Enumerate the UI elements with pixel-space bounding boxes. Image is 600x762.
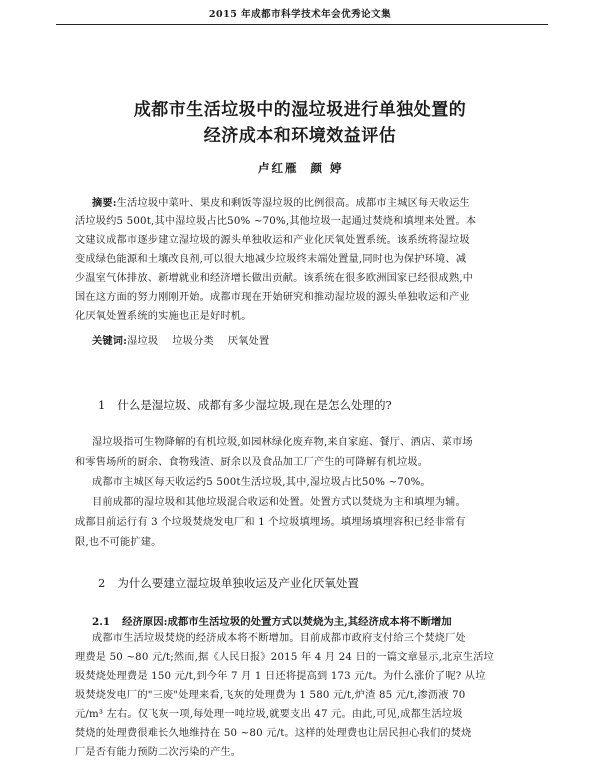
paragraph-line: 圾焚烧处理费是 150 元/t,到今年 7 月 1 日还将提高到 173 元/t。为什么涨价了呢? 从垃 [75, 671, 486, 682]
paragraph-line: 焚烧的处理费很难长久地维持在 50 ~80 元/t。这样的处理费也让居民担心我们的焚烧 [75, 728, 472, 739]
subsection-2-1-heading: 2.1 经济原因:成都市生活垃圾的处置方式以焚烧为主,其经济成本将不断增加 [92, 616, 452, 628]
paragraph-line: 湿垃圾指可生物降解的有机垃圾,如园林绿化废弃物,来自家庭、餐厅、酒店、菜市场 [92, 437, 473, 448]
paragraph-line: 限,也不可能扩建。 [75, 537, 162, 548]
abstract-line: 少温室气体排放、新增就业和经济增长做出贡献。该系统在很多欧洲国家已经很成熟,中 [75, 273, 474, 284]
keyword: 厌氧处置 [227, 336, 270, 347]
paragraph-line: 成都市生活垃圾焚烧的经济成本将不断增加。目前成都市政府支付给三个焚烧厂处 [92, 633, 466, 644]
paragraph-line: 成都市主城区每天收运约5 500t生活垃圾,其中,湿垃圾占比50% ~70%。 [92, 477, 431, 488]
abstract-line: 活垃圾约5 500t,其中湿垃圾占比50% ~70%,其他垃圾一起通过焚烧和填埋来处置。本 [75, 216, 477, 227]
paragraph-line: 目前成都的湿垃圾和其他垃圾混合收运和处置。处置方式以焚烧为主和填埋为辅。 [92, 497, 466, 508]
keyword: 垃圾分类 [172, 336, 214, 347]
author-2: 颜 婷 [310, 161, 344, 175]
paragraph-line: 元/m³ 左右。仅飞灰一项,每处理一吨垃圾,就要支出 47 元。由此,可见,成都生活垃圾 [75, 709, 463, 720]
section-1-heading: 1 什么是湿垃圾、成都有多少湿垃圾,现在是怎么处理的? [98, 398, 392, 412]
keyword: 湿垃圾 [127, 336, 159, 347]
title-line-1: 成都市生活垃圾中的湿垃圾进行单独处置的 [133, 100, 467, 120]
paragraph-line: 圾焚烧发电厂的"三废"处理来看,飞灰的处理费为 1 580 元/t,炉渣 85 元/t,渗沥液 70 [75, 690, 466, 701]
keywords-label: 关键词: [92, 335, 128, 347]
running-header: 2015 年成都市科学技术年会优秀论文集 [208, 9, 392, 20]
abstract-label: 摘要: [92, 197, 117, 209]
keywords [92, 334, 283, 349]
abstract-line: 国在这方面的努力刚刚开始。成都市现在开始研究和推动湿垃圾的源头单独收运和产业 [75, 292, 470, 303]
section-2-heading: 2 为什么要建立湿垃圾单独收运及产业化厌氧处置 [98, 576, 359, 590]
abstract-line: 摘要:生活垃圾中菜叶、果皮和剩饭等湿垃圾的比例很高。成都市主城区每天收运生 [92, 197, 470, 209]
paragraph-line: 成都目前运行有 3 个垃圾焚烧发电厂和 1 个垃圾填埋场。填埋场填埋容积已经非常有 [75, 517, 466, 528]
title-line-2: 经济成本和环境效益评估 [203, 126, 397, 146]
paragraph-line: 厂是否有能力预防二次污染的产生。 [75, 747, 242, 758]
paragraph-line: 理费是 50 ~80 元/t;然而,据《人民日报》2015 年 4 月 24 日的一篇文章显示,北京生活垃 [75, 652, 495, 663]
abstract-line: 变成绿色能源和土壤改良剂,可以很大地减少垃圾终末端处置量,同时也为保护环境、减 [75, 254, 467, 265]
author-1: 卢红雁 [258, 161, 299, 175]
abstract-line: 化厌氧处置系统的实施也正是好时机。 [75, 311, 252, 322]
authors [258, 160, 344, 176]
paragraph-line: 和零售场所的厨余、食物残渣、厨余以及食品加工厂产生的可降解有机垃圾。 [75, 457, 429, 468]
abstract-line: 文建议成都市逐步建立湿垃圾的源头单独收运和产业化厌氧处置系统。该系统将湿垃圾 [75, 235, 470, 246]
header-rule [56, 24, 548, 25]
